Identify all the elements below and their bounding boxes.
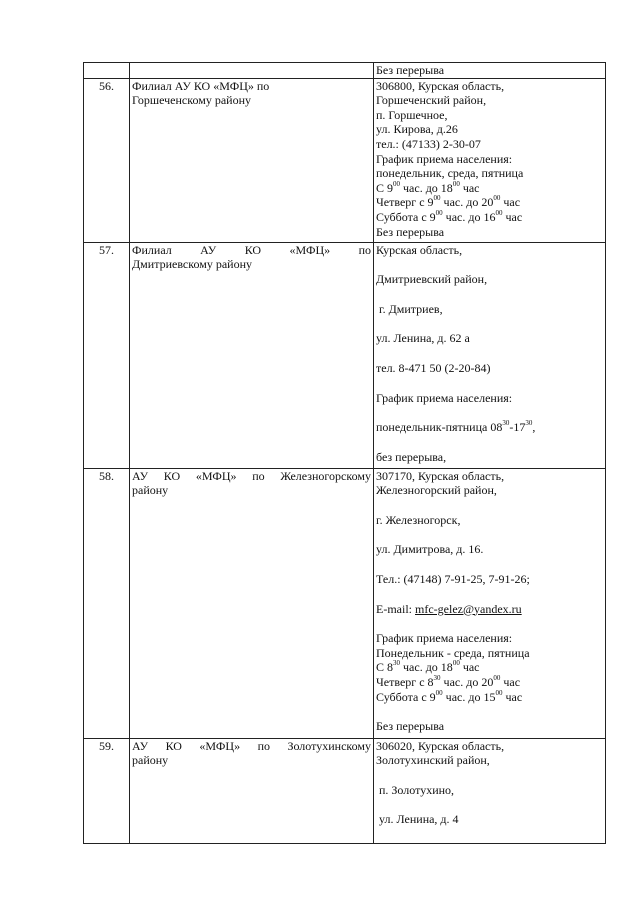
address-line: г. Дмитриев,	[379, 301, 443, 316]
address-line: Горшеченский район,	[376, 93, 487, 108]
branch-name-line: АУ КО «МФЦ» по Железногорскому	[132, 468, 371, 483]
email-link[interactable]: mfc-gelez@yandex.ru	[415, 601, 522, 616]
schedule-line: Суббота с $9^{00}$ час. до $15^{00}$ час	[376, 688, 523, 704]
branch-name-cell	[130, 738, 374, 843]
branch-info-cell	[374, 738, 606, 843]
schedule-line: С $9^{00}$ час. до $18^{00}$ час	[376, 179, 480, 195]
branch-name-line: Горшеченскому району	[132, 93, 252, 108]
branch-name-line: Филиал АУ КО «МФЦ» по	[132, 78, 270, 93]
branch-info-cell	[374, 78, 606, 242]
schedule-days: понедельник, среда, пятница	[376, 166, 524, 181]
branch-name-line: Дмитриевскому району	[132, 257, 253, 272]
email-line: E-mail: mfc-gelez@yandex.ru	[376, 601, 522, 616]
branch-name-cell	[130, 242, 374, 468]
phone-line: тел.: (47133) 2-30-07	[376, 136, 481, 151]
phone-line: тел. 8-471 50 (2-20-84)	[376, 360, 491, 375]
phone-line: Тел.: (47148) 7-91-25, 7-91-26;	[376, 571, 530, 586]
branch-name-cell	[130, 63, 374, 79]
address-line: Золотухинский район,	[376, 753, 490, 768]
branch-name-line: району	[132, 753, 169, 768]
address-line: п. Горшечное,	[376, 107, 448, 122]
branch-info-cell	[374, 468, 606, 738]
schedule-line: С $8^{30}$ час. до $18^{00}$ час	[376, 659, 480, 675]
schedule-days: Понедельник - среда, пятница	[376, 645, 530, 660]
address-line: Курская область,	[376, 242, 463, 257]
schedule-title: График приема населения:	[376, 151, 513, 166]
address-line: ул. Димитрова, д. 16.	[376, 542, 484, 557]
branch-name-line: району	[132, 483, 169, 498]
table-row	[84, 78, 606, 242]
break-note: без перерыва,	[376, 449, 447, 464]
row-number-cell: 58.	[84, 468, 130, 738]
branch-info-cell	[374, 63, 606, 79]
row-number-cell: 57.	[84, 242, 130, 468]
address-line: Дмитриевский район,	[376, 272, 488, 287]
schedule-line: понедельник-пятница $08^{30}-17^{30}$,	[376, 419, 536, 435]
schedule-title: График приема населения:	[376, 390, 513, 405]
branch-name-cell	[130, 78, 374, 242]
schedule-line: Четверг с $8^{30}$ час. до $20^{00}$ час	[376, 673, 521, 689]
address-line: 307170, Курская область,	[376, 468, 505, 483]
address-line: Железногорский район,	[376, 483, 497, 498]
break-note: Без перерыва	[376, 63, 445, 77]
address-line: ул. Ленина, д. 62 а	[376, 331, 470, 346]
address-line: ул. Кирова, д.26	[376, 122, 458, 137]
table-row	[84, 468, 606, 738]
branch-name-line: АУ КО «МФЦ» по Золотухинскому	[132, 738, 371, 753]
schedule-title: График приема населения:	[376, 631, 513, 646]
break-note: Без перерыва	[376, 224, 445, 239]
table-row	[84, 242, 606, 468]
break-note: Без перерыва	[376, 719, 445, 734]
address-line: г. Железногорск,	[376, 512, 461, 527]
branch-info-cell	[374, 242, 606, 468]
address-line: ул. Ленина, д. 4	[379, 812, 459, 827]
address-line: п. Золотухино,	[379, 782, 455, 797]
mfc-branches-table	[83, 62, 606, 844]
row-number-cell: 59.	[84, 738, 130, 843]
table-row	[84, 738, 606, 843]
address-line: 306800, Курская область,	[376, 78, 505, 93]
schedule-line: Четверг с $9^{00}$ час. до $20^{00}$ час	[376, 194, 521, 210]
table-row	[84, 63, 606, 79]
schedule-line: Суббота с $9^{00}$ час. до $16^{00}$ час	[376, 208, 523, 224]
row-number-cell	[84, 63, 130, 79]
branch-name-line: Филиал АУ КО «МФЦ» по	[132, 242, 371, 257]
branch-name-cell	[130, 468, 374, 738]
row-number-cell: 56.	[84, 78, 130, 242]
address-line: 306020, Курская область,	[376, 738, 505, 753]
